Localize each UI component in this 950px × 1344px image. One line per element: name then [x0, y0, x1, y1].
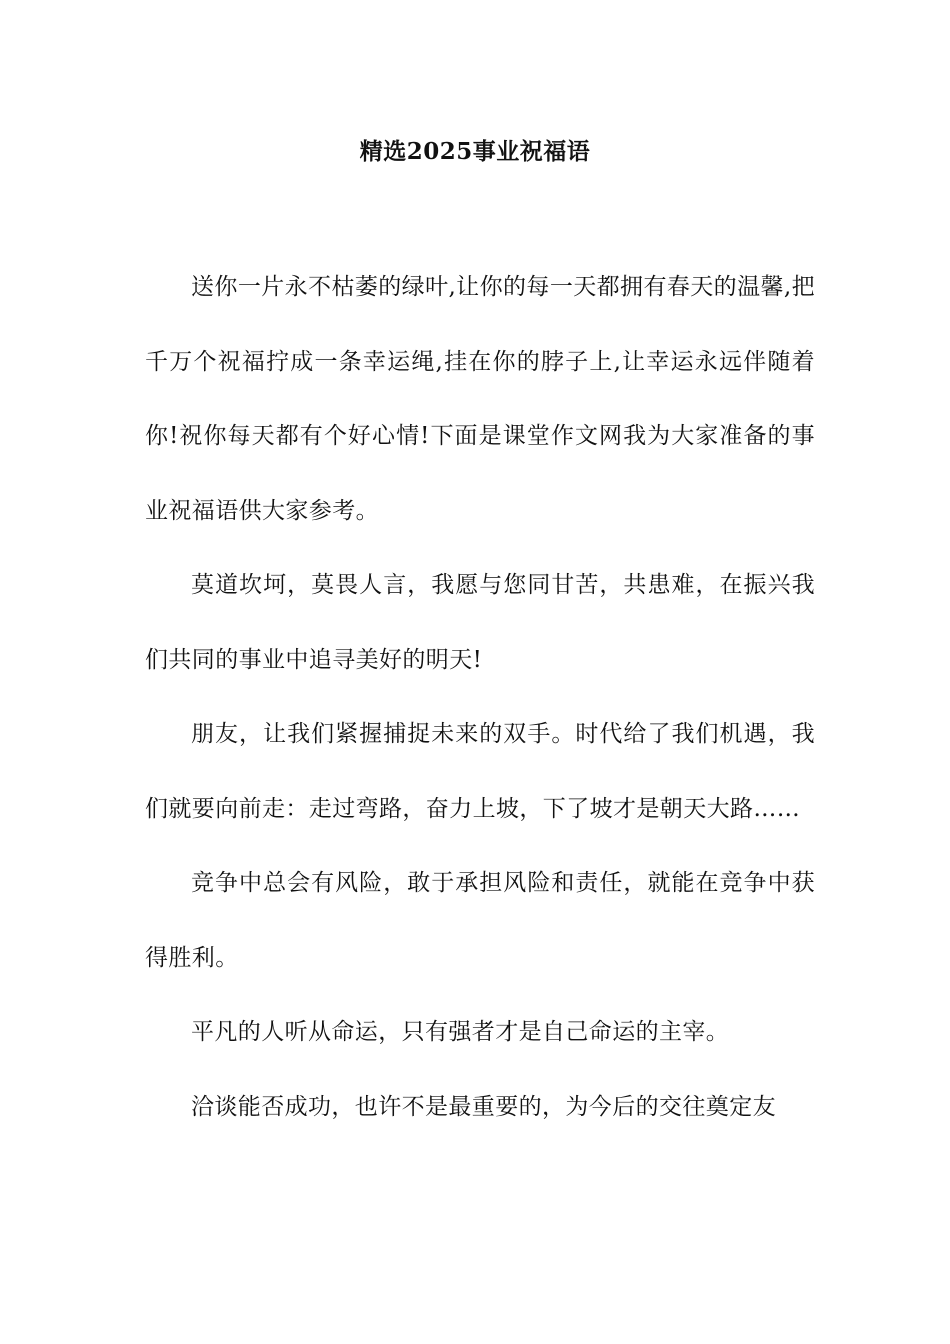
document-body — [145, 250, 815, 1144]
paragraph-blessing-4: 平凡的人听从命运，只有强者才是自己命运的主宰。 — [191, 1019, 730, 1045]
paragraph-blessing-1: 莫道坎坷，莫畏人言，我愿与您同甘苦，共患难，在振兴我们共同的事业中追寻美好的明天! — [145, 572, 815, 673]
paragraph-blessing-5: 洽谈能否成功，也许不是最重要的，为今后的交往奠定友 — [191, 1093, 776, 1120]
paragraph-blessing-2: 朋友，让我们紧握捕捉未来的双手。时代给了我们机遇，我们就要向前走：走过弯路，奋力上坡，下了坡才是朝天大路…… — [145, 721, 815, 822]
paragraph-intro: 送你一片永不枯萎的绿叶,让你的每一天都拥有春天的温馨,把千万个祝福拧成一条幸运绳,挂在你的脖子上,让幸运永远伴随着你!祝你每天都有个好心情!下面是课堂作文网我为大家准备的事业祝福语供大家参考。 — [145, 274, 815, 524]
paragraph-blessing-3: 竞争中总会有风险，敢于承担风险和责任，就能在竞争中获得胜利。 — [145, 870, 815, 971]
document-title: 精选2025事业祝福语 — [359, 138, 591, 165]
